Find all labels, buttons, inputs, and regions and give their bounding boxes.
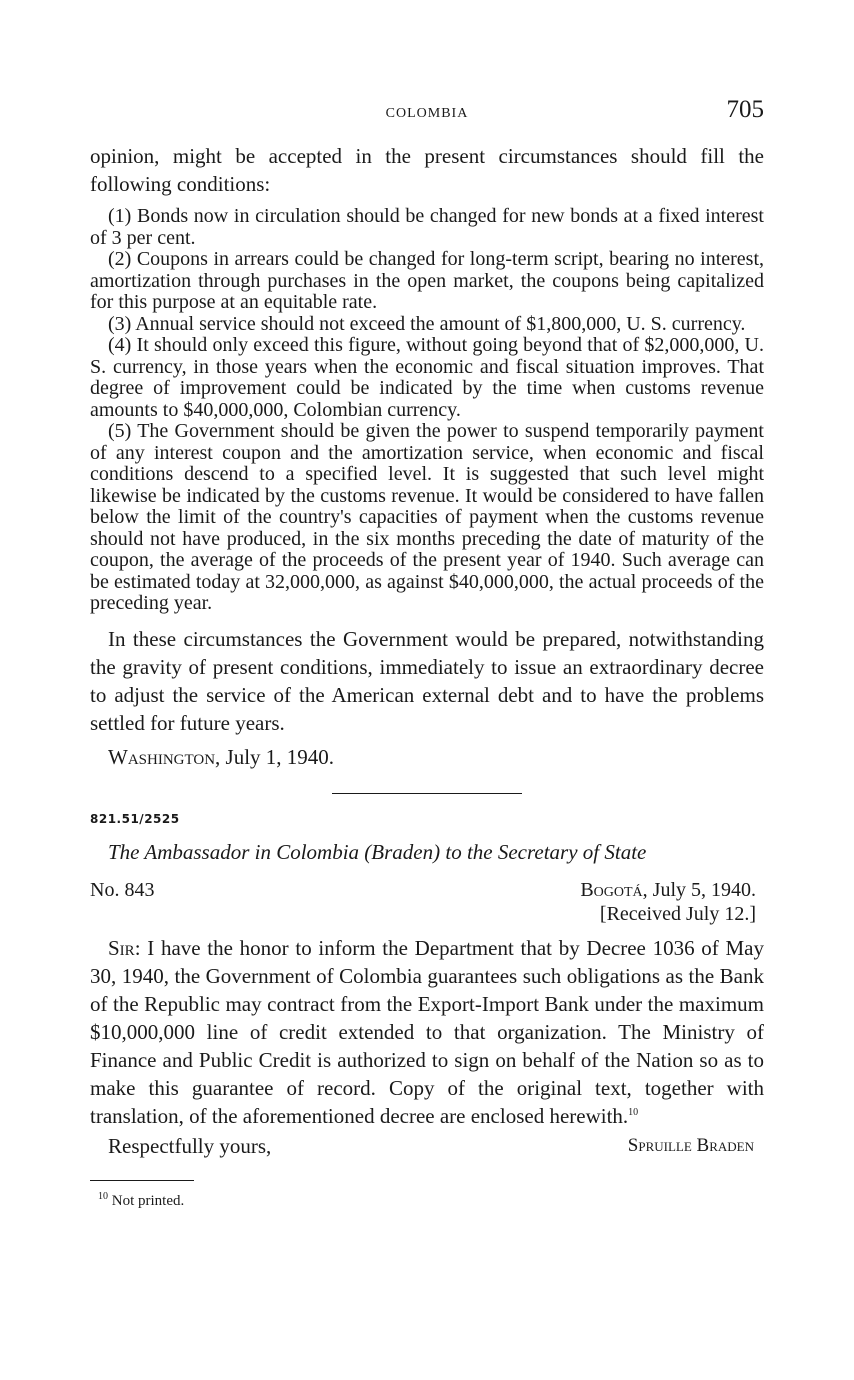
footnote-divider	[90, 1180, 194, 1181]
place-name: Washington	[108, 744, 216, 769]
condition-item-3: (3) Annual service should not exceed the amount of $1,800,000, U. S. currency.	[108, 312, 746, 335]
dateline	[580, 878, 764, 926]
footnote	[90, 1190, 764, 1210]
place-date: , July 1, 1940.	[215, 744, 335, 769]
footnote-text: Not printed.	[108, 1192, 185, 1209]
condition-item-2: (2) Coupons in arrears could be changed for long-term script, bearing no interest, amortization through purchases in the open market, the coupons being capitalized for this purpose at an equitable rate.	[90, 248, 764, 313]
footnote-marker: 10	[98, 1190, 108, 1202]
document-title: The Ambassador in Colombia (Braden) to the Secretary of State	[108, 839, 647, 864]
place-date-line	[90, 743, 764, 771]
closing-paragraph: In these circumstances the Government would be prepared, notwithstanding the gravity of present conditions, immediately to issue an extraordinary decree to adjust the service of the American external debt and to have the problems settled for future years.	[90, 626, 764, 735]
condition-item-1: (1) Bonds now in circulation should be changed for new bonds at a fixed interest of 3 per cent.	[90, 205, 764, 249]
intro-paragraph: opinion, might be accepted in the present circumstances should fill the following conditions:	[90, 144, 764, 196]
conditions-list	[90, 206, 764, 615]
condition-item-4: (4) It should only exceed this figure, without going beyond that of $2,000,000, U. S. currency, in those years when the economic and fiscal situation improves. That degree of improvement could be indicated by the time when customs revenue amounts to $40,000,000, Colombian currency.	[90, 334, 764, 421]
document-meta	[90, 878, 764, 926]
letter-body	[90, 934, 764, 1130]
complimentary-close: Respectfully yours,	[108, 1133, 272, 1158]
received-date: [Received July 12.]	[599, 902, 756, 925]
page-number: 705	[726, 96, 764, 123]
running-head: COLOMBIA	[385, 106, 469, 121]
signature-row	[90, 1132, 764, 1160]
dateline-place: Bogotá	[580, 878, 643, 901]
salutation: Sir	[108, 935, 135, 960]
condition-item-5: (5) The Government should be given the power to suspend temporarily payment of any interest coupon and the amortization service, when economic and fiscal conditions descend to a specified level. It is suggested that such level might likewise be indicated by the customs revenue. It would be considered to have fallen below the limit of the country's capacities of payment when the customs revenue should not have produced, in the six months preceding the date of maturity of the coupon, the average of the proceeds of the present year of 1940. Such average can be estimated today at 32,000,000, as against $40,000,000, the actual proceeds of the preceding year.	[90, 420, 764, 614]
page-header	[90, 96, 764, 136]
page-content	[90, 142, 764, 1210]
section-divider	[332, 793, 522, 794]
letter-text: : I have the honor to inform the Department that by Decree 1036 of May 30, 1940, the Government of Colombia guarantees such obligations as the Bank of the Republic may contract from the Export-Import Bank under the maximum $10,000,000 line of credit extended to that organization. The Ministry of Finance and Public Credit is authorized to sign on behalf of the Nation so as to make this guarantee of record. Copy of the original text, together with translation, of the aforementioned decree are enclosed herewith.	[90, 935, 764, 1128]
file-number: 821.51/2525	[90, 811, 180, 826]
document-number: No. 843	[90, 878, 155, 901]
footnote-reference: 10	[628, 1106, 639, 1118]
signer-name: Spruille Braden	[627, 1134, 754, 1156]
dateline-date: , July 5, 1940.	[642, 878, 756, 901]
